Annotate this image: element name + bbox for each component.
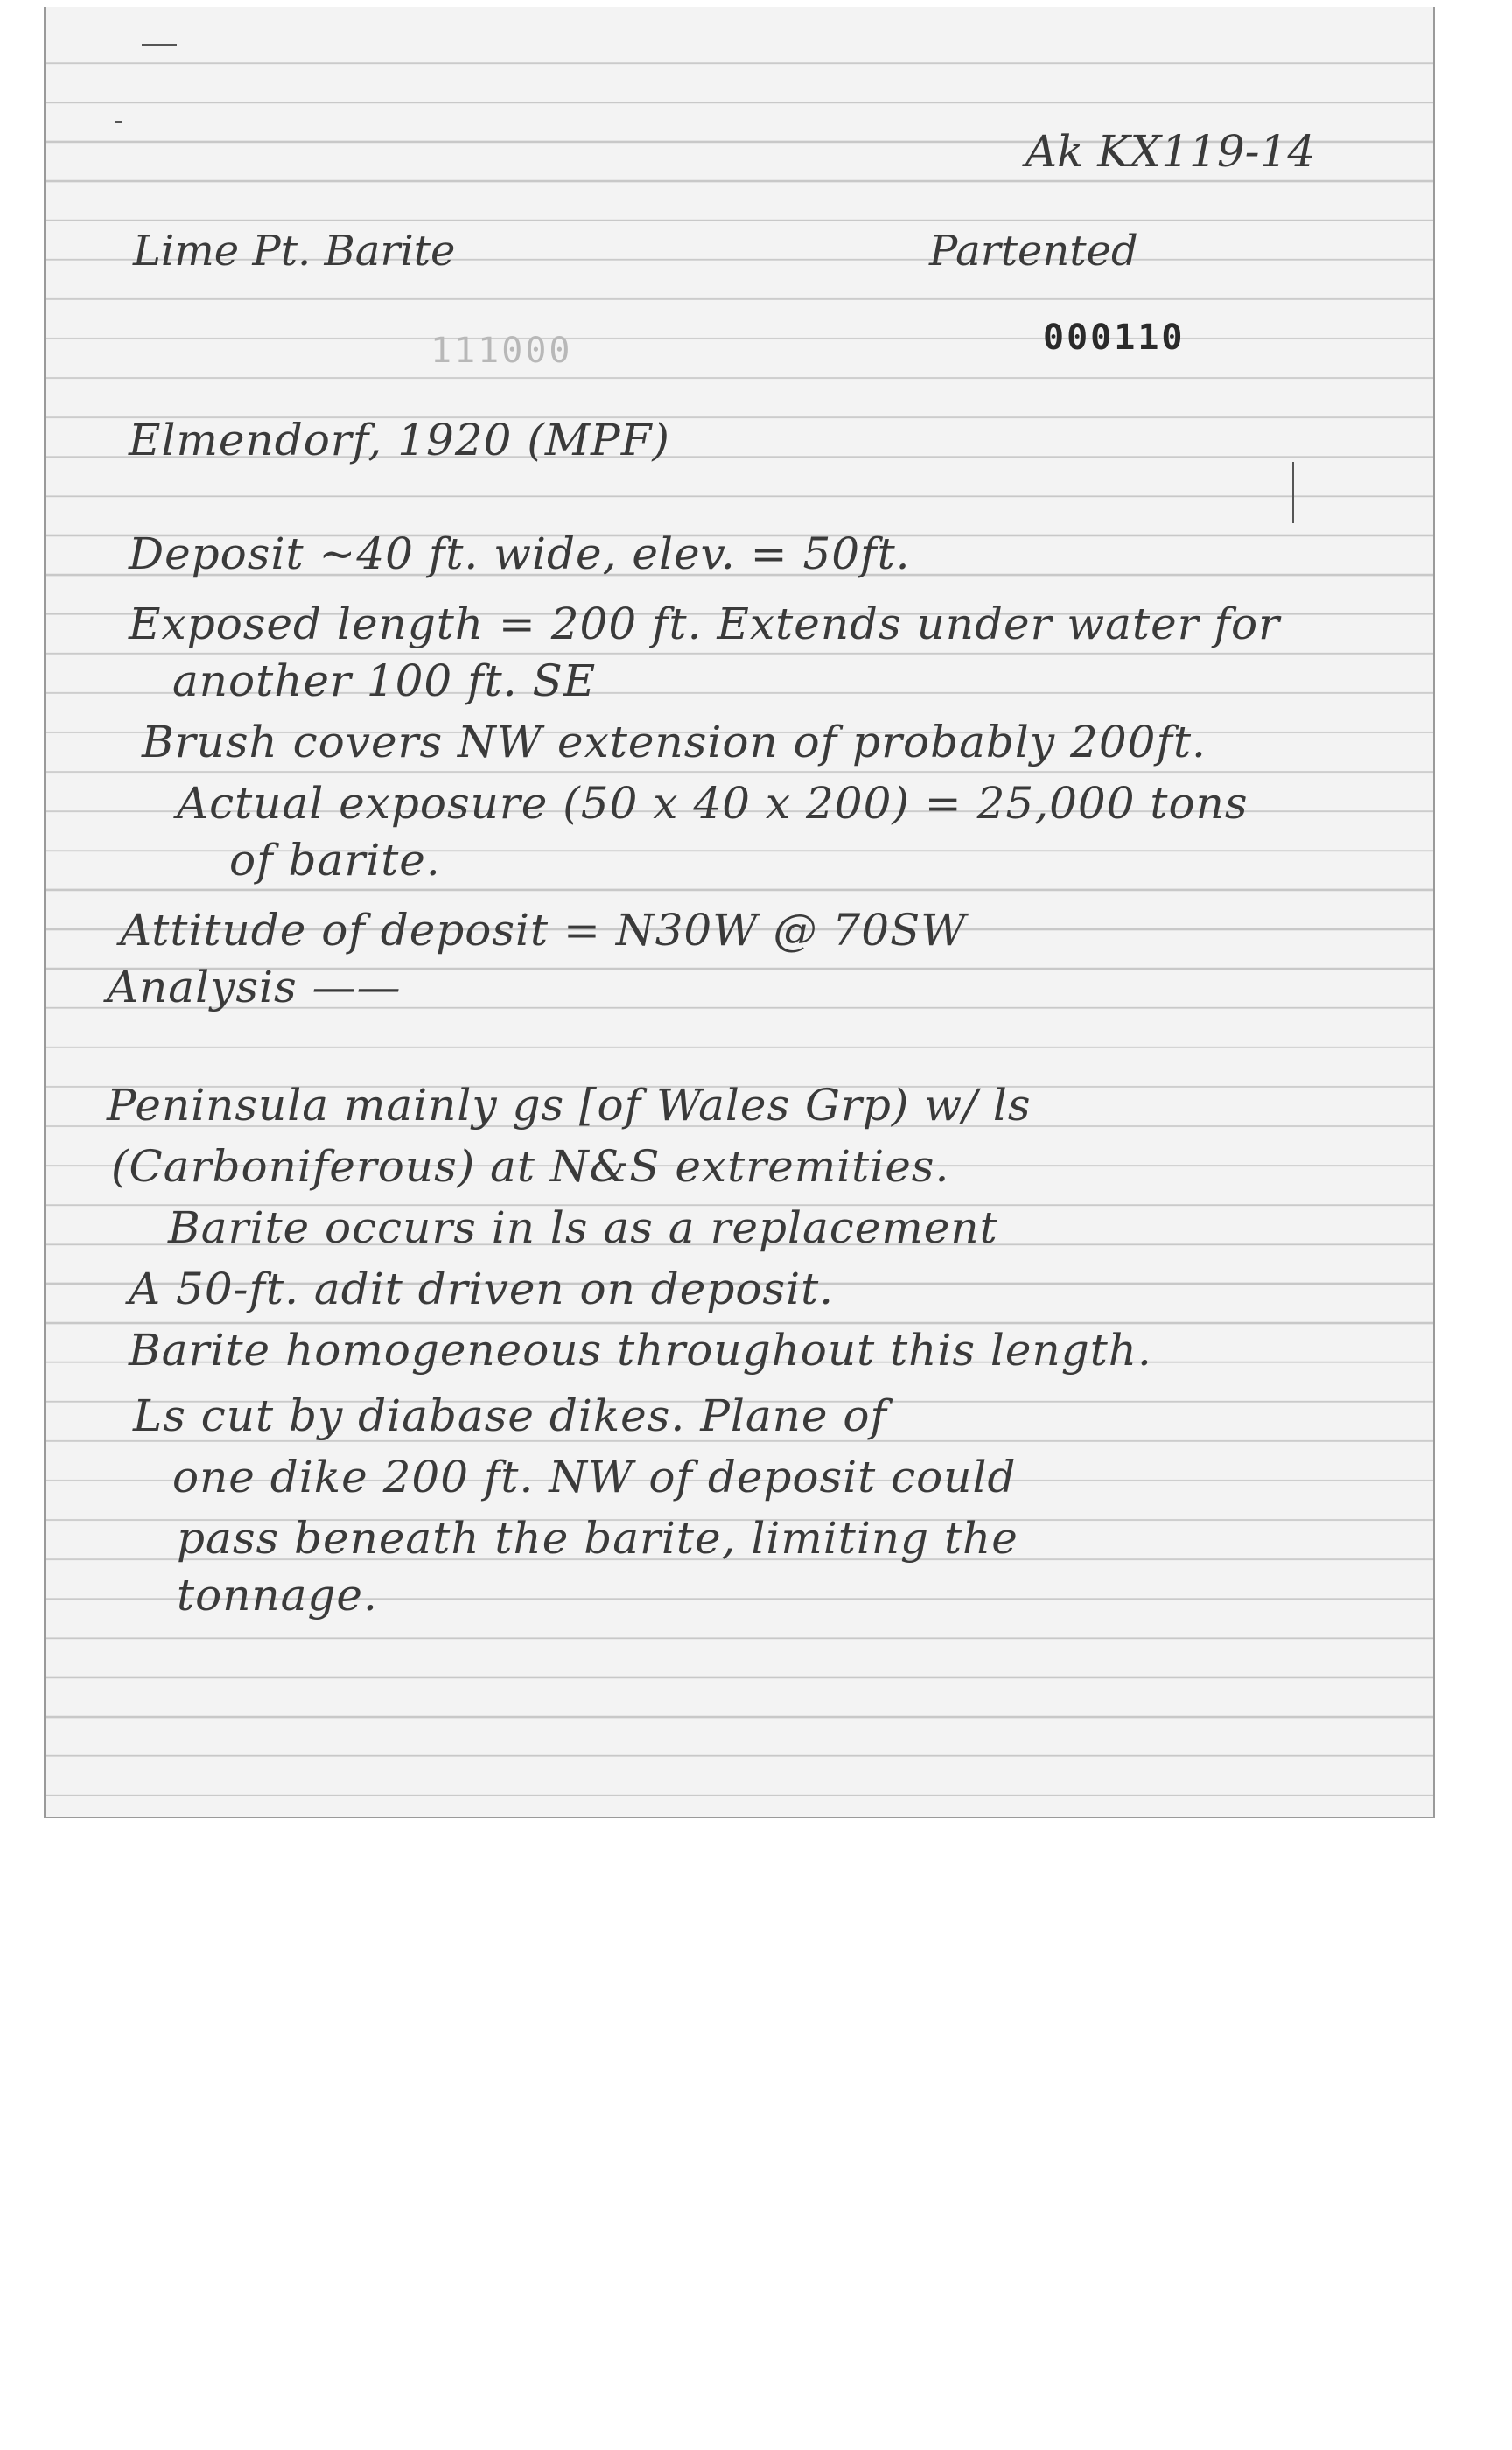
note-line: one dike 200 ft. NW of deposit could (172, 1452, 1017, 1502)
faded-stamp-number: 111000 (430, 331, 573, 371)
scan-speck (116, 121, 122, 123)
file-number: Ak KX119-14 (1026, 126, 1316, 177)
note-line: Ls cut by diabase dikes. Plane of (133, 1390, 887, 1441)
note-line: tonnage. (177, 1570, 378, 1620)
margin-mark (1292, 462, 1294, 523)
claim-status: Partented (929, 227, 1138, 276)
note-line: Brush covers NW extension of probably 200ft. (142, 717, 1207, 767)
note-line: another 100 ft. SE (172, 655, 597, 706)
note-line: Barite occurs in ls as a replacement (168, 1202, 998, 1253)
note-line: Exposed length = 200 ft. Extends under water for (129, 598, 1280, 649)
note-line: A 50-ft. adit driven on deposit. (129, 1264, 835, 1314)
note-line: Barite homogeneous throughout this length. (129, 1325, 1152, 1376)
note-line: pass beneath the barite, limiting the (177, 1513, 1018, 1564)
note-line: Deposit ~40 ft. wide, elev. = 50ft. (129, 528, 911, 579)
note-line: Analysis —— (107, 962, 402, 1012)
note-line: (Carboniferous) at N&S extremities. (111, 1141, 950, 1192)
note-line: Actual exposure (50 x 40 x 200) = 25,000 tons (177, 778, 1249, 829)
note-line: Peninsula mainly gs [of Wales Grp) w/ ls (107, 1080, 1032, 1130)
source-reference: Elmendorf, 1920 (MPF) (129, 415, 670, 466)
scan-speck (142, 44, 177, 46)
notebook-page (44, 7, 1435, 1818)
note-line: of barite. (229, 835, 441, 886)
stamp-number: 000110 (1043, 318, 1186, 358)
note-line: Attitude of deposit = N30W @ 70SW (120, 905, 967, 956)
deposit-name: Lime Pt. Barite (133, 227, 456, 276)
